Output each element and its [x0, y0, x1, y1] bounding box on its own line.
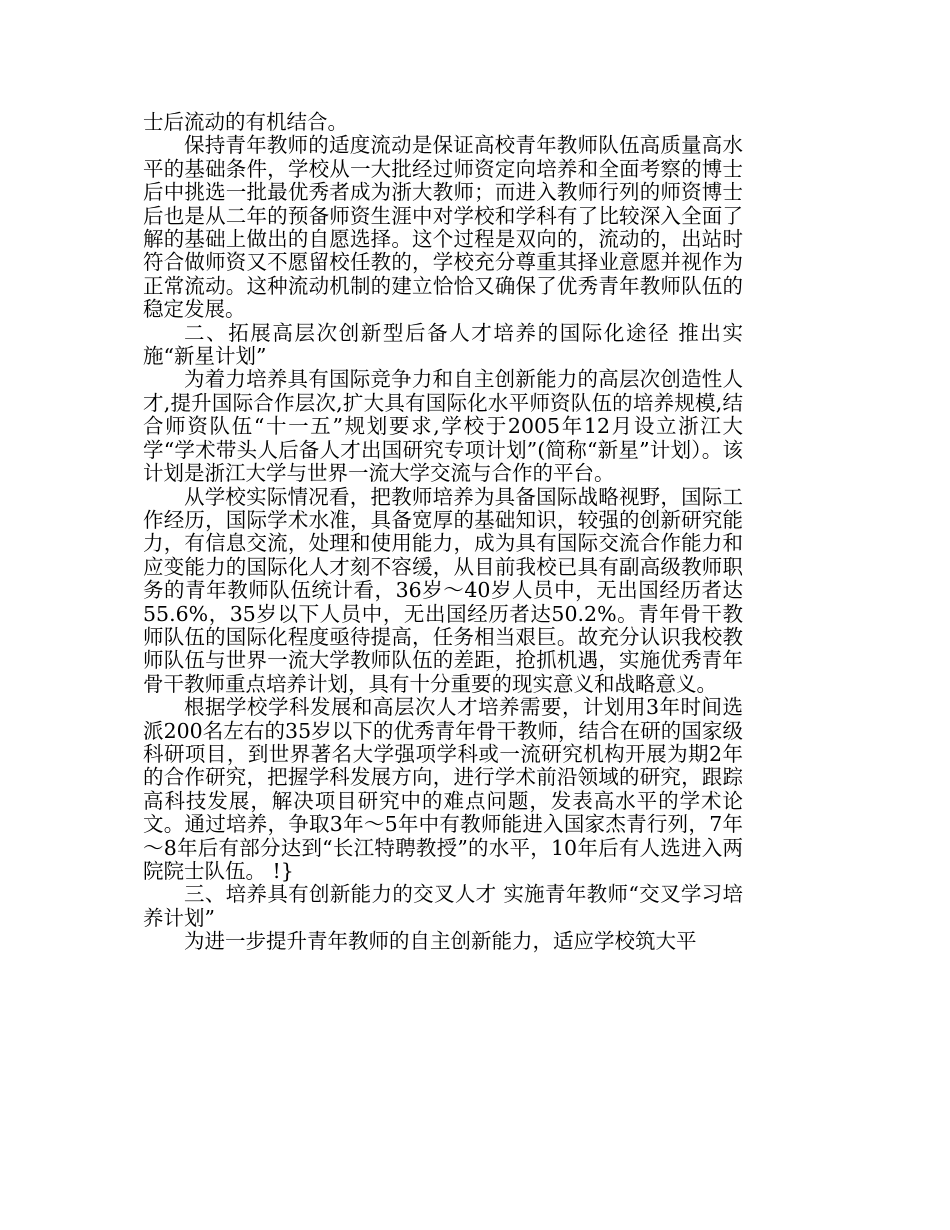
paragraph-plan-goals: 根据学校学科发展和高层次人才培养需要，计划用3年时间选派200名左右的35岁以下的优秀青年骨干教师，结合在研的国家级科研项目，到世界著名大学强项学科或一流研究机构开展为期2年的合作研究，把握学科发展方向，进行学术前沿领域的研究，跟踪高科技发展，解决项目研究中的难点问题，发表高水平的学术论文。通过培养，争取3年～5年中有教师能进入国家杰青行列，7年～8年后有部分达到“长江特聘教授”的水平，10年后有人选进入两院院士队伍。 !} — [143, 695, 743, 883]
paragraph-teacher-mobility: 保持青年教师的适度流动是保证高校青年教师队伍高质量高水平的基础条件，学校从一大批经过师资定向培养和全面考察的博士后中挑选一批最优秀者成为浙大教师；而进入教师行列的师资博士后也是从二年的预备师资生涯中对学校和学科有了比较深入全面了解的基础上做出的自愿选择。这个过程是双向的，流动的，出站时符合做师资又不愿留校任教的，学校充分尊重其择业意愿并视作为正常流动。这种流动机制的建立恰恰又确保了优秀青年教师队伍的稳定发展。 — [143, 133, 743, 322]
paragraph-continuation: 士后流动的有机结合。 — [143, 110, 348, 134]
paragraph-cross-learning-intro: 为进一步提升青年教师的自主创新能力，适应学校筑大平 — [184, 929, 697, 954]
section-heading-cross-learning-plan: 三、培养具有创新能力的交叉人才 实施青年教师“交叉学习培养计划” — [143, 882, 743, 930]
document-body — [143, 111, 743, 954]
section-heading-new-star-plan: 二、拓展高层次创新型后备人才培养的国际化途径 推出实施“新星计划” — [143, 320, 743, 369]
paragraph-new-star-plan-intro: 为着力培养具有国际竞争力和自主创新能力的高层次创造性人才,提升国际合作层次,扩大具有国际化水平师资队伍的培养规模,结合师资队伍“十一五”规划要求,学校于2005年12月设立浙江大学“学术带头人后备人才出国研究专项计划”(简称“新星”计划）。该计划是浙江大学与世界一流大学交流与合作的平台。 — [143, 367, 743, 486]
paragraph-internationalization-statistics: 从学校实际情况看，把教师培养为具备国际战略视野，国际工作经历，国际学术水准，具备宽厚的基础知识，较强的创新研究能力，有信息交流，处理和使用能力，成为具有国际交流合作能力和应变能力的国际化人才刻不容缓，从目前我校已具有副高级教师职务的青年教师队伍统计看，36岁～40岁人员中，无出国经历者达55.6%，35岁以下人员中，无出国经历者达50.2%。青年骨干教师队伍的国际化程度亟待提高，任务相当艰巨。故充分认识我校教师队伍与世界一流大学教师队伍的差距，抢抓机遇，实施优秀青年骨干教师重点培养计划，具有十分重要的现实意义和战略意义。 — [143, 484, 743, 696]
